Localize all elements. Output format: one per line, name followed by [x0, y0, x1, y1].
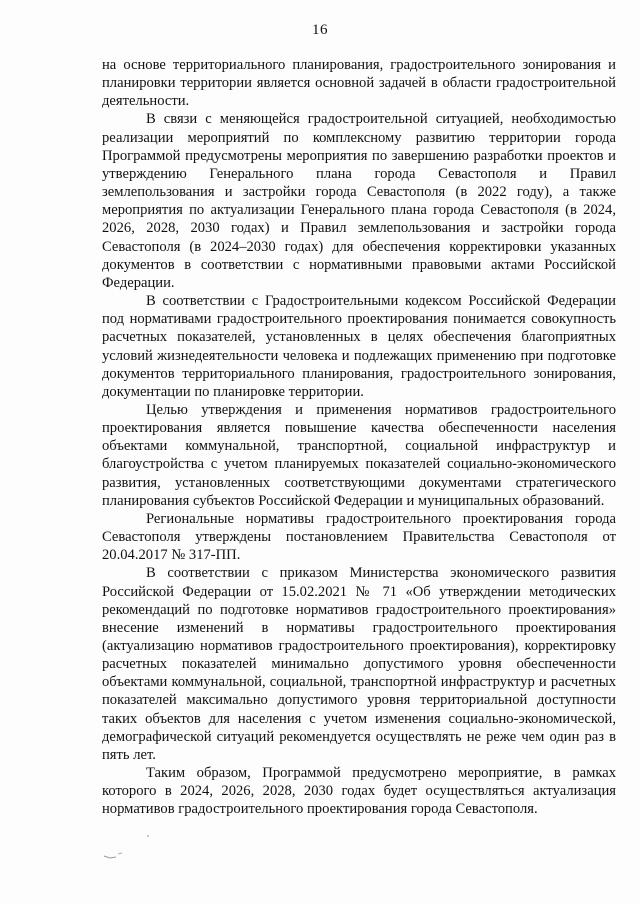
- paragraph-4: Целью утверждения и применения нормативов градостроительного проектирования является повышение качества обеспеченности населения объектами коммунальной, транспортной, социальной инфраструктур и благоустройства с учетом планируемых показателей социально-экономического развития, установленных соответствующими документами стратегического планирования субъектов Российской Федерации и муниципальных образований.: [102, 401, 616, 509]
- page-number: 16: [312, 22, 328, 38]
- paragraph-5: Региональные нормативы градостроительного проектирования города Севастополя утверждены постановлением Правительства Севастополя от 20.04.2017 № 317-ПП.: [102, 510, 616, 564]
- paragraph-7: Таким образом, Программой предусмотрено мероприятие, в рамках которого в 2024, 2026, 2028, 2030 годах будет осуществляться актуализация нормативов градостроительного проектирования города Севастополя.: [102, 765, 616, 818]
- paragraph-3: В соответствии с Градостроительными кодексом Российской Федерации под нормативами градостроительного проектирования понимается совокупность расчетных показателей, установленных в целях обеспечения благоприятных условий жизнедеятельности человека и подлежащих применению при подготовке документов территориального планирования, градостроительного зонирования, документации по планировке территории.: [102, 293, 616, 400]
- paragraph-1: на основе территориального планирования, градостроительного зонирования и планировки территории является основной задачей в области градостроительной деятельности.: [102, 57, 616, 110]
- paragraph-6: В соответствии с приказом Министерства экономического развития Российской Федерации от 15.02.2021 № 71 «Об утверждении методических рекомендаций по подготовке нормативов градостроительного проектирования» внесение изменений в нормативы градостроительного проектирования (актуализацию нормативов градостроительного проектирования), корректировку расчетных показателей минимально допустимого уровня обеспеченности объектами коммунальной, социальной, транспортной инфраструктур и расчетных показателей максимально допустимого уровня территориальной доступности таких объектов для населения с учетом изменения социально-экономической, демографической ситуаций рекомендуется осуществлять не реже чем один раз в пять лет.: [102, 565, 616, 763]
- paragraph-2: В связи с меняющейся градостроительной ситуацией, необходимостью реализации мероприятий по комплексному развитию территории города Программой предусмотрены мероприятия по завершению разработки проектов и утверждению Генерального плана города Севастополя и Правил землепользования и застройки города Севастополя (в 2022 году), а также мероприятия по актуализации Генерального плана города Севастополя (в 2024, 2026, 2028, 2030 годах) и Правил землепользования и застройки города Севастополя (в 2024–2030 годах) для обеспечения корректировки указанных документов в соответствии с нормативными правовыми актами Российской Федерации.: [102, 111, 616, 291]
- document-body: [102, 56, 616, 819]
- scan-artifact-mark: [96, 832, 156, 862]
